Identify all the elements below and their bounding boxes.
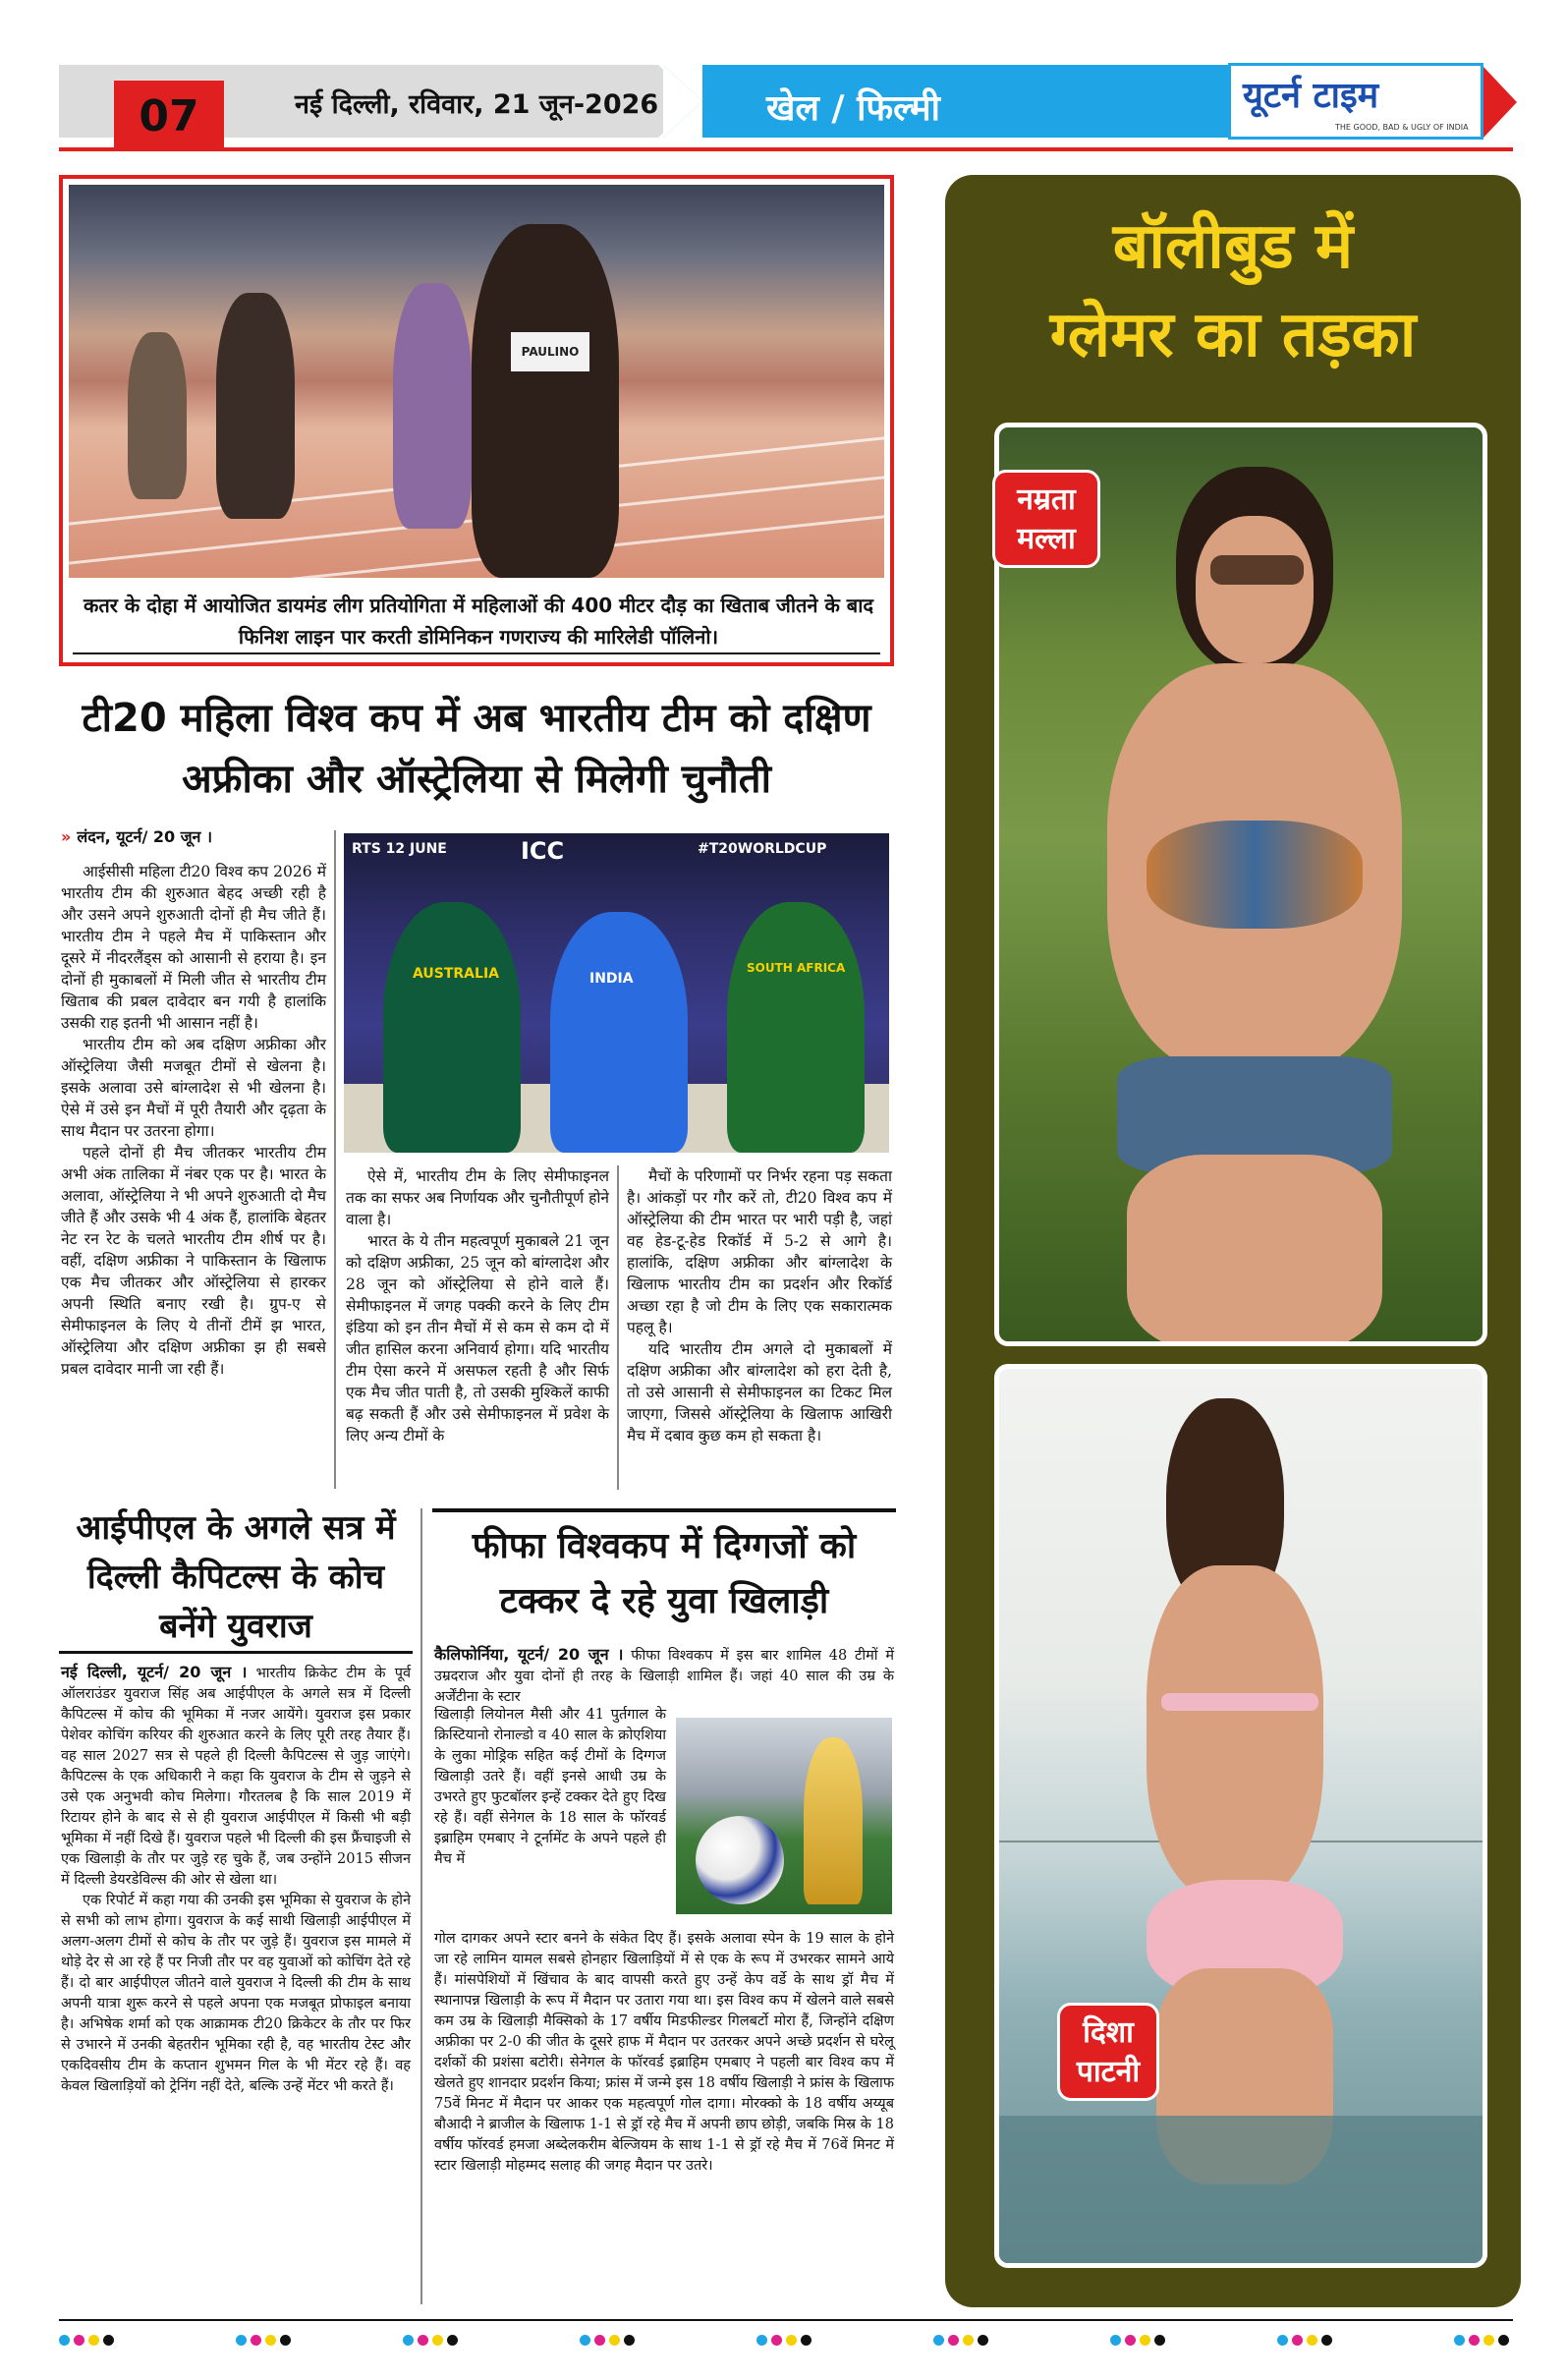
- bollywood-title-line-2: ग्लेमर का तड़का: [1049, 299, 1417, 371]
- registration-dot: [933, 2335, 944, 2346]
- paragraph: आईसीसी महिला टी20 विश्व कप 2026 में भारतीय टीम की शुरुआत बेहद अच्छी रही है और उसने अपने शुरुआती दोनों ही मैच जीते हैं। भारतीय टीम ने पहले मैच में पाकिस्तान और दूसरे में नीदरलैंड्स को आसानी से हराया है। इन दोनों ही मुकाबलों में मिली जीत से भारतीय टीम खिताब की प्रबल दावेदार बन गयी है हालांकि उसकी राह इतनी भी आसान नहीं है।: [61, 863, 326, 1032]
- paragraph: मैचों के परिणामों पर निर्भर रहना पड़ सकता है। आंकड़ों पर गौर करें तो, टी20 विश्व कप में ऑस्ट्रेलिया की टीम भारत पर भारी पड़ी है, जहां वह हेड-टू-हेड रिकॉर्ड में 5-2 से आगे है। हालांकि, दक्षिण अफ्रीका और बांग्लादेश के खिलाफ भारतीय टीम का प्रदर्शन और रिकॉर्ड अच्छा रहा है जो टीम के लिए एक सकारात्मक पहलू है।: [627, 1167, 892, 1336]
- registration-dot: [59, 2335, 70, 2346]
- ipl-body: [61, 1661, 411, 2097]
- registration-dot-group: [756, 2335, 811, 2346]
- paragraph: यदि भारतीय टीम अगले दो मुकाबलों में दक्षिण अफ्रीका और बांग्लादेश को हरा देती है, तो उसे आसानी से सेमीफाइनल का टिकट मिल जाएगा, जिससे ऑस्ट्रेलिया के खिलाफ आखिरी मैच में दबाव कुछ कम हो सकता है।: [627, 1340, 892, 1445]
- t20-captains-photo: [344, 833, 889, 1153]
- t20-headline: टी20 महिला विश्व कप में अब भारतीय टीम को दक्षिण अफ्रीका और ऑस्ट्रेलिया से मिलेगी चुनौती: [82, 696, 871, 802]
- t20-column-1: [61, 825, 326, 1380]
- registration-dot: [580, 2335, 590, 2346]
- registration-dot: [418, 2335, 428, 2346]
- registration-dot: [1454, 2335, 1465, 2346]
- column-divider: [334, 830, 336, 1489]
- bollywood-title: [945, 202, 1521, 379]
- column-divider: [617, 1165, 619, 1490]
- t20-column-3: [627, 1165, 892, 1446]
- banner-text: RTS 12 JUNE: [352, 841, 447, 857]
- registration-dot: [1483, 2335, 1494, 2346]
- registration-dot: [1292, 2335, 1303, 2346]
- registration-dot: [948, 2335, 959, 2346]
- registration-dot-group: [580, 2335, 635, 2346]
- t20-dateline-text: लंदन, यूटर्न/ 20 जून ।: [77, 827, 213, 846]
- lead-photo-runners: [69, 185, 884, 578]
- t20-dateline: [61, 825, 326, 847]
- brand-arrow-icon: [1483, 67, 1517, 138]
- t20-column-2: [346, 1165, 609, 1446]
- fifa-intro: [434, 1643, 894, 1708]
- registration-dot: [251, 2335, 261, 2346]
- registration-dot: [74, 2335, 84, 2346]
- runner-paulino: [472, 224, 619, 578]
- race-bib: PAULINO: [511, 332, 589, 371]
- bollywood-panel: [945, 175, 1521, 2307]
- sunglasses-icon: [1210, 555, 1304, 585]
- paragraph: भारतीय टीम को अब दक्षिण अफ्रीका और ऑस्ट्रेलिया जैसी मजबूत टीमों से खेलना है। इसके अलावा उसे बांग्लादेश से भी खेलना है। ऐसे में उसे इन मैचों में पूरी तैयारी और दृढ़ता के साथ मैदान पर उतरना होगा।: [61, 1036, 326, 1140]
- player-australia: [383, 902, 521, 1153]
- registration-dot: [609, 2335, 620, 2346]
- ipl-paragraph-1: भारतीय क्रिकेट टीम के पूर्व ऑलराउंडर युवराज सिंह अब आईपीएल के अगले सत्र में दिल्ली कैपिटल्स में कोच की भूमिका में नजर आयेंगे। युवराज इस प्रकार पेशेवर कोचिंग करियर की शुरुआत करने के लिए पूरी तरह तैयार हैं। वह साल 2027 सत्र से पहले ही दिल्ली कैपिटल्स से जुड़ जाएंगे। कैपिटल्स के एक अधिकारी ने कहा कि युवराज के टीम से जुड़ने से उसे एक अनुभवी कोच मिलेगा। गौरतलब है कि साल 2019 में रिटायर होने के बाद से से ही युवराज आईपीएल में किसी भी बड़ी भूमिका में नहीं दिखे हैं। युवराज पहले भी दिल्ली की इस फ्रैंचाइजी से एक खिलाड़ी के तौर पर जुड़े रह चुके हैं, जब उन्होंने 2015 सीजन में दिल्ली डेयरडेविल्स की ओर से खेला था।: [61, 1666, 411, 1888]
- section-title: खेल / फिल्मी: [766, 88, 940, 129]
- lead-photo-caption: कतर के दोहा में आयोजित डायमंड लीग प्रतियोगिता में महिलाओं की 400 मीटर दौड़ का खिताब जीतने के बाद फिनिश लाइन पार करती डोमिनिकन गणराज्य की मारिलेडी पॉलिनो।: [84, 594, 873, 649]
- paragraph: भारत के ये तीन महत्वपूर्ण मुकाबले 21 जून को दक्षिण अफ्रीका, 25 जून को बांग्लादेश और 28 जून को ऑस्ट्रेलिया से होने वाले हैं। सेमीफाइनल में जगह पक्की करने के लिए टीम इंडिया को इन तीन मैचों में से कम से कम दो में जीत हासिल करना अनिवार्य होगा। यदि भारतीय टीम ऐसा करने में असफल रहती है और सिर्फ एक मैच जीत पाती है, तो उसकी मुश्किलें काफी बढ़ सकती हैं और उसे सेमीफाइनल में प्रवेश के लिए अन्य टीमों के: [346, 1232, 609, 1445]
- fifa-top-text: फीफा विश्वकप में इस बार शामिल 48 टीमों में उम्रदराज और युवा दोनों ही तरह के खिलाड़ी शामिल हैं। जहां 40 साल की उम्र के अर्जेंटीना के स्टार: [434, 1648, 895, 1705]
- paragraph: [434, 1643, 894, 1708]
- registration-dot-group: [933, 2335, 988, 2346]
- brand-logo: [1228, 63, 1483, 140]
- ipl-headline: आईपीएल के अगले सत्र में दिल्ली कैपिटल्स के कोच बनेंगे युवराज: [76, 1508, 396, 1646]
- face: [1196, 516, 1314, 663]
- column-divider: [420, 1508, 422, 2304]
- registration-dot: [447, 2335, 458, 2346]
- registration-dot: [1307, 2335, 1317, 2346]
- ipl-dateline: नई दिल्ली, यूटर्न/ 20 जून ।: [61, 1663, 248, 1681]
- banner-hashtag: #T20WORLDCUP: [698, 841, 827, 857]
- registration-dot: [786, 2335, 797, 2346]
- actress-photo-2: [994, 1364, 1487, 2268]
- back: [1147, 1565, 1323, 1899]
- fifa-headline: फीफा विश्वकप में दिग्गजों को टक्कर दे रहे युवा खिलाड़ी: [472, 1526, 857, 1621]
- registration-dot: [624, 2335, 635, 2346]
- registration-dot: [1277, 2335, 1288, 2346]
- paragraph: ऐसे में, भारतीय टीम के लिए सेमीफाइनल तक का सफर अब निर्णायक और चुनौतीपूर्ण होने वाला है।: [346, 1167, 609, 1228]
- caption-rule: [73, 652, 880, 654]
- runner: [393, 283, 472, 529]
- fifa-dateline: कैलिफोर्निया, यूटर्न/ 20 जून ।: [434, 1645, 624, 1664]
- lead-photo-box: [59, 175, 894, 666]
- registration-dot: [963, 2335, 974, 2346]
- runner: [216, 293, 295, 519]
- issue-date: नई दिल्ली, रविवार, 21 जून-2026: [295, 89, 659, 120]
- jersey-south-africa: SOUTH AFRICA: [747, 961, 846, 975]
- registration-dot: [756, 2335, 767, 2346]
- registration-dot: [280, 2335, 291, 2346]
- registration-dot: [265, 2335, 276, 2346]
- registration-dot: [594, 2335, 605, 2346]
- jersey-india: INDIA: [589, 971, 634, 987]
- registration-dot: [1154, 2335, 1165, 2346]
- registration-dot: [1321, 2335, 1332, 2346]
- paragraph: गोल दागकर अपने स्टार बनने के संकेत दिए हैं। इसके अलावा स्पेन के 19 साल के होने जा रहे लामिन यामल सबसे होनहार खिलाड़ियों में से एक के रूप में उभरकर सामने आये हैं। मांसपेशियों में खिंचाव के बाद वापसी करते हुए उन्हें केप वर्डे के साथ ड्रॉ मैच में स्थानापन्न खिलाड़ी के रूप में मैदान पर उतारा गया था। इस विश्व कप में खेलने वाले सबसे कम उम्र के खिलाड़ी मैक्सिको के 17 वर्षीय मिडफील्डर गिलबर्टो मोरा हैं, जिन्होंने दक्षिण अफ्रीका पर 2-0 की जीत के दूसरे हाफ में मैदान पर उतरकर अपने अच्छे प्रदर्शन से घरेलू दर्शकों की प्रशंसा बटोरी। सेनेगल के फॉरवर्ड इब्राहिम एमबाए ने पहली बार विश्व कप में खेलते हुए शानदार प्रदर्शन किया; फ्रांस में जन्मे इस 18 वर्षीय खिलाड़ी ने फ्रांस के खिलाफ 75वें मिनट में मैदान पर आकर एक महत्वपूर्ण गोल दागा। मोरक्को के 18 वर्षीय अय्यूब बौआदी ने ब्राजील के खिलाफ 1-1 से ड्रॉ रहे मैच में अपनी छाप छोड़ी, जबकि मिस्र के 18 वर्षीय फॉरवर्ड हमजा अब्देलकरीम बेल्जियम के साथ 1-1 से ड्रॉ रहे मैच में 76वें मिनट में स्टार खिलाड़ी मोहम्मद सलाह की जगह मैदान पर उतरे।: [434, 1931, 894, 2174]
- bollywood-title-line-1: बॉलीबुड में: [1112, 210, 1354, 283]
- registration-dot: [1469, 2335, 1480, 2346]
- swim-top: [1161, 1693, 1318, 1711]
- football-icon: [696, 1816, 784, 1904]
- header-divider: [59, 147, 1513, 151]
- paragraph: एक रिपोर्ट में कहा गया की उनकी इस भूमिका से युवराज के होने से सभी को लाभ होगा। युवराज के कई साथी खिलाड़ी आईपीएल में अलग-अलग टीमों से कोच के तौर पर जुड़े हैं। युवराज इस मामले में थोड़े देर से आ रहे हैं पर निजी तौर पर वह युवाओं को कोचिंग देते रहे हैं। दो बार आईपीएल जीतने वाले युवराज ने दिल्ली की टीम के साथ अपनी यात्रा शुरू करने से पहले अपना एक मजबूत प्रोफाइल बनाया है। अभिषेक शर्मा को एक आक्रामक टी20 क्रिकेटर के तौर पर फिर से उभारने में उनकी बेहतरीन भूमिका रही है, वह भारतीय टेस्ट और एकदिवसीय टीम के कप्तान शुभमन गिल के भी मेंटर रहे हैं। वह केवल खिलाड़ियों को ट्रेनिंग नहीं देते, बल्कि उन्हें मेंटर भी करते हैं।: [61, 1893, 411, 2094]
- registration-dot: [403, 2335, 414, 2346]
- swimwear: [1147, 821, 1363, 929]
- registration-dot: [1125, 2335, 1136, 2346]
- brand-name: यूटर्न टाइम: [1243, 76, 1379, 116]
- fifa-body: [434, 1929, 894, 2177]
- registration-dot: [236, 2335, 247, 2346]
- player-india: [550, 912, 688, 1153]
- jersey-australia: AUSTRALIA: [413, 966, 499, 982]
- registration-dot: [103, 2335, 114, 2346]
- registration-dot-group: [59, 2335, 114, 2346]
- water: [999, 2116, 1487, 2268]
- runner: [128, 332, 187, 499]
- fifa-wrap-column: [434, 1705, 666, 1870]
- registration-dot: [801, 2335, 811, 2346]
- bullet-icon: »: [61, 827, 72, 846]
- registration-dot: [978, 2335, 988, 2346]
- page-number: 07: [114, 81, 224, 151]
- paragraph: [61, 1661, 411, 1891]
- name-tag-1: नम्रता मल्ला: [992, 470, 1100, 568]
- registration-dot-group: [1454, 2335, 1509, 2346]
- registration-dot-group: [1277, 2335, 1332, 2346]
- registration-dot: [432, 2335, 443, 2346]
- icc-logo: ICC: [521, 837, 565, 865]
- player-south-africa: [727, 902, 865, 1153]
- ipl-rule: [59, 1651, 413, 1654]
- fifa-trophy-photo: [676, 1718, 892, 1914]
- world-cup-trophy-icon: [804, 1737, 863, 1904]
- footer-rule: [59, 2319, 1513, 2321]
- registration-dot-group: [1110, 2335, 1165, 2346]
- registration-dot: [1498, 2335, 1509, 2346]
- registration-dot: [771, 2335, 782, 2346]
- registration-dot: [1140, 2335, 1150, 2346]
- registration-dot: [1110, 2335, 1121, 2346]
- brand-tagline: THE GOOD, BAD & UGLY OF INDIA: [1335, 123, 1469, 132]
- paragraph: खिलाड़ी लियोनल मैसी और 41 पुर्तगाल के क्रिस्टियानो रोनाल्डो व 40 साल के क्रोएशिया के लुका मोड्रिक सहित कई टीमों के दिग्गज खिलाड़ी उतरे हैं। वहीं इनसे आधी उम्र के उभरते हुए फुटबॉलर इन्हें टक्कर देते हुए दिख रहे हैं। वहीं सेनेगल के 18 साल के फॉरवर्ड इब्राहिम एमबाए ने टूर्नामेंट के अपने पहले ही मैच में: [434, 1707, 666, 1867]
- paragraph: पहले दोनों ही मैच जीतकर भारतीय टीम अभी अंक तालिका में नंबर एक पर है। भारत के अलावा, ऑस्ट्रेलिया ने भी अपने शुरुआती दो मैच जीते हैं और उसके भी 4 अंक हैं, हालांकि बेहतर नेट रन रेट के चलते भारतीय टीम शीर्ष पर है। वहीं, दक्षिण अफ्रीका ने पाकिस्तान के खिलाफ एक मैच जीतकर और ऑस्ट्रेलिया से हारकर अपनी स्थिति बनाए रखी है। ग्रुप-ए से सेमीफाइनल के लिए ये तीनों टीमें झ भारत, ऑस्ट्रेलिया और दक्षिण अफ्रीका झ ही सबसे प्रबल दावेदार मानी जा रही हैं।: [61, 1144, 326, 1378]
- name-tag-2: दिशा पाटनी: [1057, 2003, 1159, 2101]
- registration-dot-group: [236, 2335, 291, 2346]
- registration-dot: [88, 2335, 99, 2346]
- legs: [1127, 1155, 1382, 1346]
- registration-dot-group: [403, 2335, 458, 2346]
